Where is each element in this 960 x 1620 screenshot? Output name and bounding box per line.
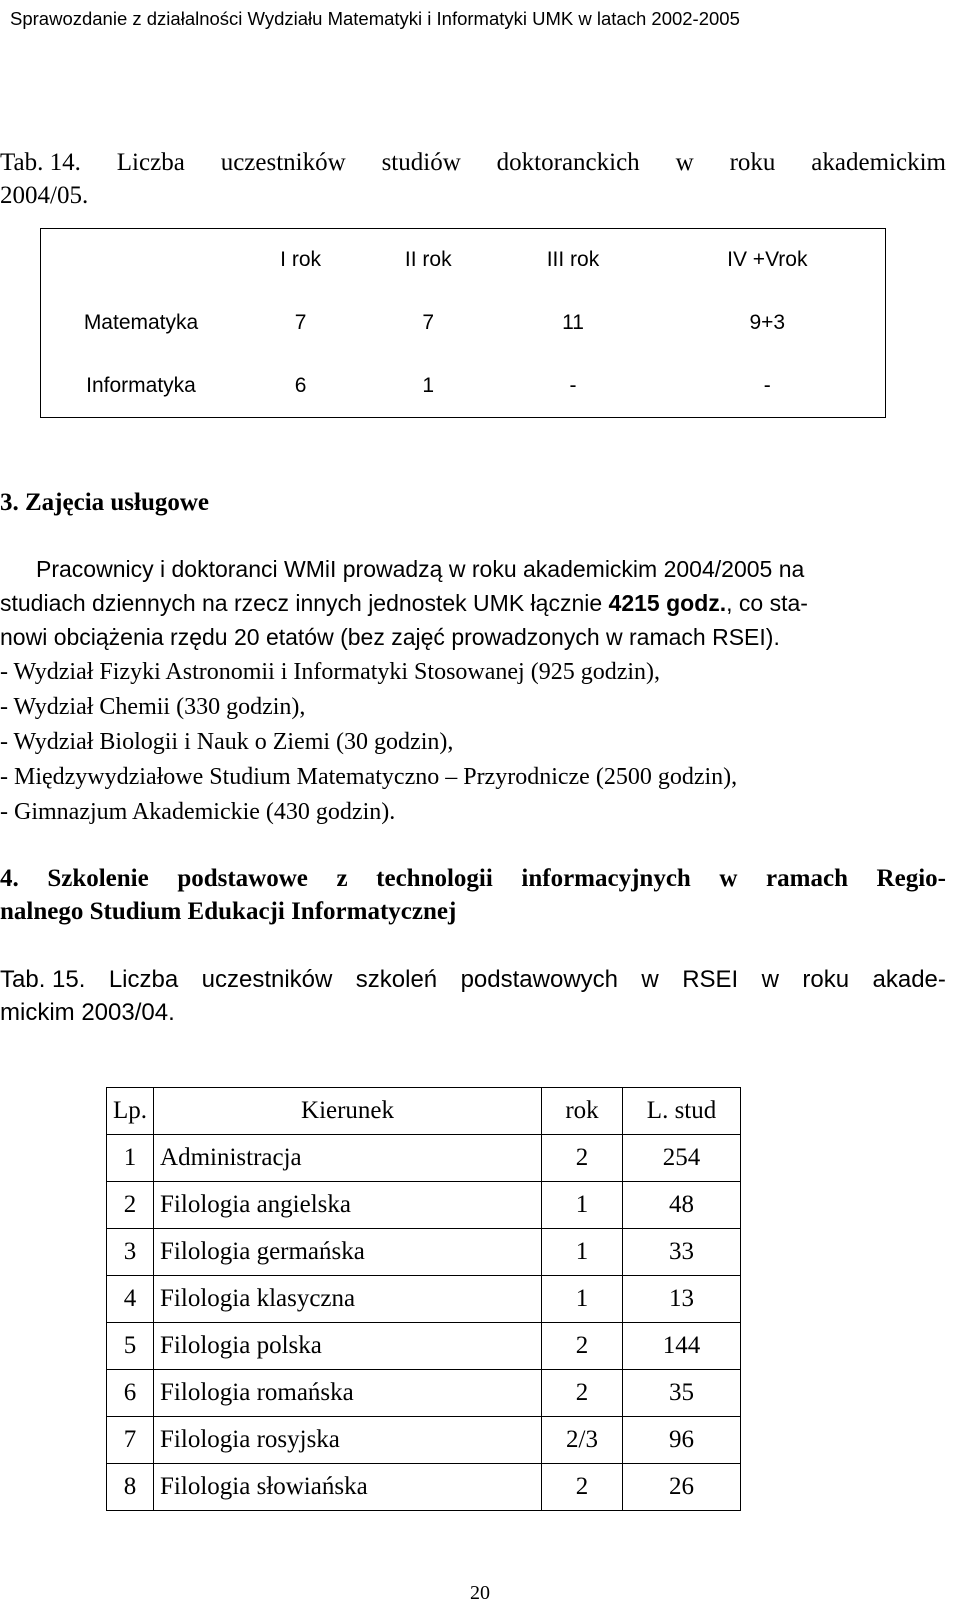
caption-word: akademickim (811, 149, 946, 176)
table-cell: 1 (542, 1182, 623, 1229)
table-cell: 1 (542, 1276, 623, 1323)
tab14-caption-line1 (0, 146, 946, 179)
page-number: 20 (470, 1582, 490, 1604)
caption-word: w (761, 966, 779, 993)
table-cell: 4 (107, 1276, 154, 1323)
table-cell: Filologia klasyczna (154, 1276, 542, 1323)
table-cell: 26 (623, 1464, 741, 1511)
section-3-paragraph-line3: nowi obciążenia rzędu 20 etatów (bez zajęć prowadzonych w ramach RSEI). (0, 624, 780, 650)
section-3-paragraph-line2 (0, 588, 808, 618)
heading-word: z (336, 865, 348, 892)
table-header-row (41, 229, 886, 292)
table-header-cell: I rok (280, 248, 321, 272)
table-cell: 8 (107, 1464, 154, 1511)
table-cell: - (569, 373, 577, 397)
paragraph-text: studiach dziennych na rzecz innych jednostek UMK łącznie (0, 590, 609, 616)
table-row (41, 292, 886, 355)
table-cell: 7 (107, 1417, 154, 1464)
table-header-cell (41, 229, 242, 292)
heading-word: w (719, 865, 738, 892)
table-row (107, 1229, 741, 1276)
section-4-heading-line2: nalnego Studium Edukacji Informatycznej (0, 898, 457, 925)
table-header-cell: rok (542, 1088, 623, 1135)
table-cell: 7 (294, 311, 307, 334)
caption-word: Liczba (116, 149, 185, 176)
table-cell: Filologia słowiańska (154, 1464, 542, 1511)
table-cell: Matematyka (83, 311, 199, 334)
table-row (107, 1370, 741, 1417)
table-cell: 144 (623, 1323, 741, 1370)
caption-word: roku (729, 149, 776, 176)
heading-word: podstawowe (177, 865, 308, 892)
table-cell: 96 (623, 1417, 741, 1464)
heading-word: informacyjnych (521, 865, 691, 892)
heading-word: ramach (766, 865, 848, 892)
table-cell: Filologia angielska (154, 1182, 542, 1229)
table-header-cell: III rok (546, 248, 600, 272)
section-3-paragraph-line1: Pracownicy i doktoranci WMiI prowadzą w roku akademickim 2004/2005 na (36, 556, 805, 582)
table-cell: 2 (542, 1323, 623, 1370)
table-header-cell: IV +Vrok (727, 248, 808, 272)
section-4-heading (0, 862, 946, 928)
list-item: - Wydział Fizyki Astronomii i Informatyki Stosowanej (925 godzin), (0, 659, 661, 685)
heading-word: technologii (376, 865, 493, 892)
caption-word: w (641, 966, 659, 993)
caption-word: Liczba (108, 966, 179, 993)
caption-word: Tab. 15. (0, 966, 86, 993)
caption-word: Tab. 14. (0, 149, 81, 176)
list-item: - Międzywydziałowe Studium Matematyczno – Przyrodnicze (2500 godzin), (0, 764, 738, 790)
caption-word: w (675, 149, 694, 176)
table-cell: 11 (562, 311, 584, 334)
tab14-caption (0, 146, 946, 212)
table-cell: Administracja (154, 1135, 542, 1182)
heading-word: 4. (0, 865, 19, 892)
heading-word: Szkolenie (47, 865, 149, 892)
table-row (107, 1182, 741, 1229)
total-hours: 4215 godz. (608, 590, 727, 616)
caption-word: RSEI (682, 966, 739, 993)
table-cell: 2 (542, 1464, 623, 1511)
table-cell: 1 (107, 1135, 154, 1182)
table-cell: 35 (623, 1370, 741, 1417)
caption-word: uczestników (201, 966, 333, 993)
table-cell: 2 (107, 1182, 154, 1229)
list-item: - Wydział Chemii (330 godzin), (0, 694, 306, 720)
table-cell: 6 (107, 1370, 154, 1417)
tab15-caption-line2: mickim 2003/04. (0, 999, 175, 1026)
table-header-cell: L. stud (623, 1088, 741, 1135)
table-cell: 254 (623, 1135, 741, 1182)
running-header: Sprawozdanie z działalności Wydziału Matematyki i Informatyki UMK w latach 2002-2005 (10, 8, 740, 29)
table-cell: 48 (623, 1182, 741, 1229)
caption-word: szkoleń (355, 966, 438, 993)
caption-word: studiów (381, 149, 461, 176)
table-cell: Filologia polska (154, 1323, 542, 1370)
caption-word: podstawowych (460, 966, 618, 993)
table-cell: 2 (542, 1135, 623, 1182)
caption-word: uczestników (220, 149, 346, 176)
table-header-row (107, 1088, 741, 1135)
table-row (107, 1323, 741, 1370)
table-cell: Informatyka (86, 373, 196, 397)
table-row (107, 1135, 741, 1182)
table-cell: Filologia rosyjska (154, 1417, 542, 1464)
table-cell: 1 (542, 1229, 623, 1276)
table-cell: 1 (422, 373, 435, 397)
table-cell: 5 (107, 1323, 154, 1370)
table-cell: 3 (107, 1229, 154, 1276)
caption-word: roku (802, 966, 850, 993)
caption-word: doktoranckich (496, 149, 640, 176)
table-row (41, 355, 886, 418)
caption-word: akade- (872, 966, 946, 993)
tab14-caption-line2: 2004/05. (0, 182, 89, 209)
table-row (107, 1464, 741, 1511)
table-header-cell: Lp. (107, 1088, 154, 1135)
table-row (107, 1276, 741, 1323)
tab15-table (106, 1087, 741, 1511)
table-header-cell: Kierunek (154, 1088, 542, 1135)
table-cell: 9+3 (749, 311, 786, 334)
tab15-caption (0, 963, 946, 1029)
table-cell: 33 (623, 1229, 741, 1276)
section-4-heading-line1 (0, 862, 946, 895)
table-cell: 6 (294, 373, 307, 397)
tab15-caption-line1 (0, 963, 946, 996)
table-cell: 2/3 (542, 1417, 623, 1464)
list-item: - Wydział Biologii i Nauk o Ziemi (30 godzin), (0, 729, 454, 755)
list-item: - Gimnazjum Akademickie (430 godzin). (0, 799, 396, 825)
table-cell: Filologia romańska (154, 1370, 542, 1417)
table-cell: - (763, 373, 771, 397)
heading-word: Regio- (876, 865, 946, 892)
section-3-heading: 3. Zajęcia usługowe (0, 489, 210, 516)
table-cell: Filologia germańska (154, 1229, 542, 1276)
table-cell: 2 (542, 1370, 623, 1417)
paragraph-text: , co sta- (726, 590, 808, 616)
table-header-cell: II rok (404, 248, 452, 272)
table-cell: 7 (422, 311, 435, 334)
tab14-table (40, 228, 886, 418)
table-row (107, 1417, 741, 1464)
table-cell: 13 (623, 1276, 741, 1323)
